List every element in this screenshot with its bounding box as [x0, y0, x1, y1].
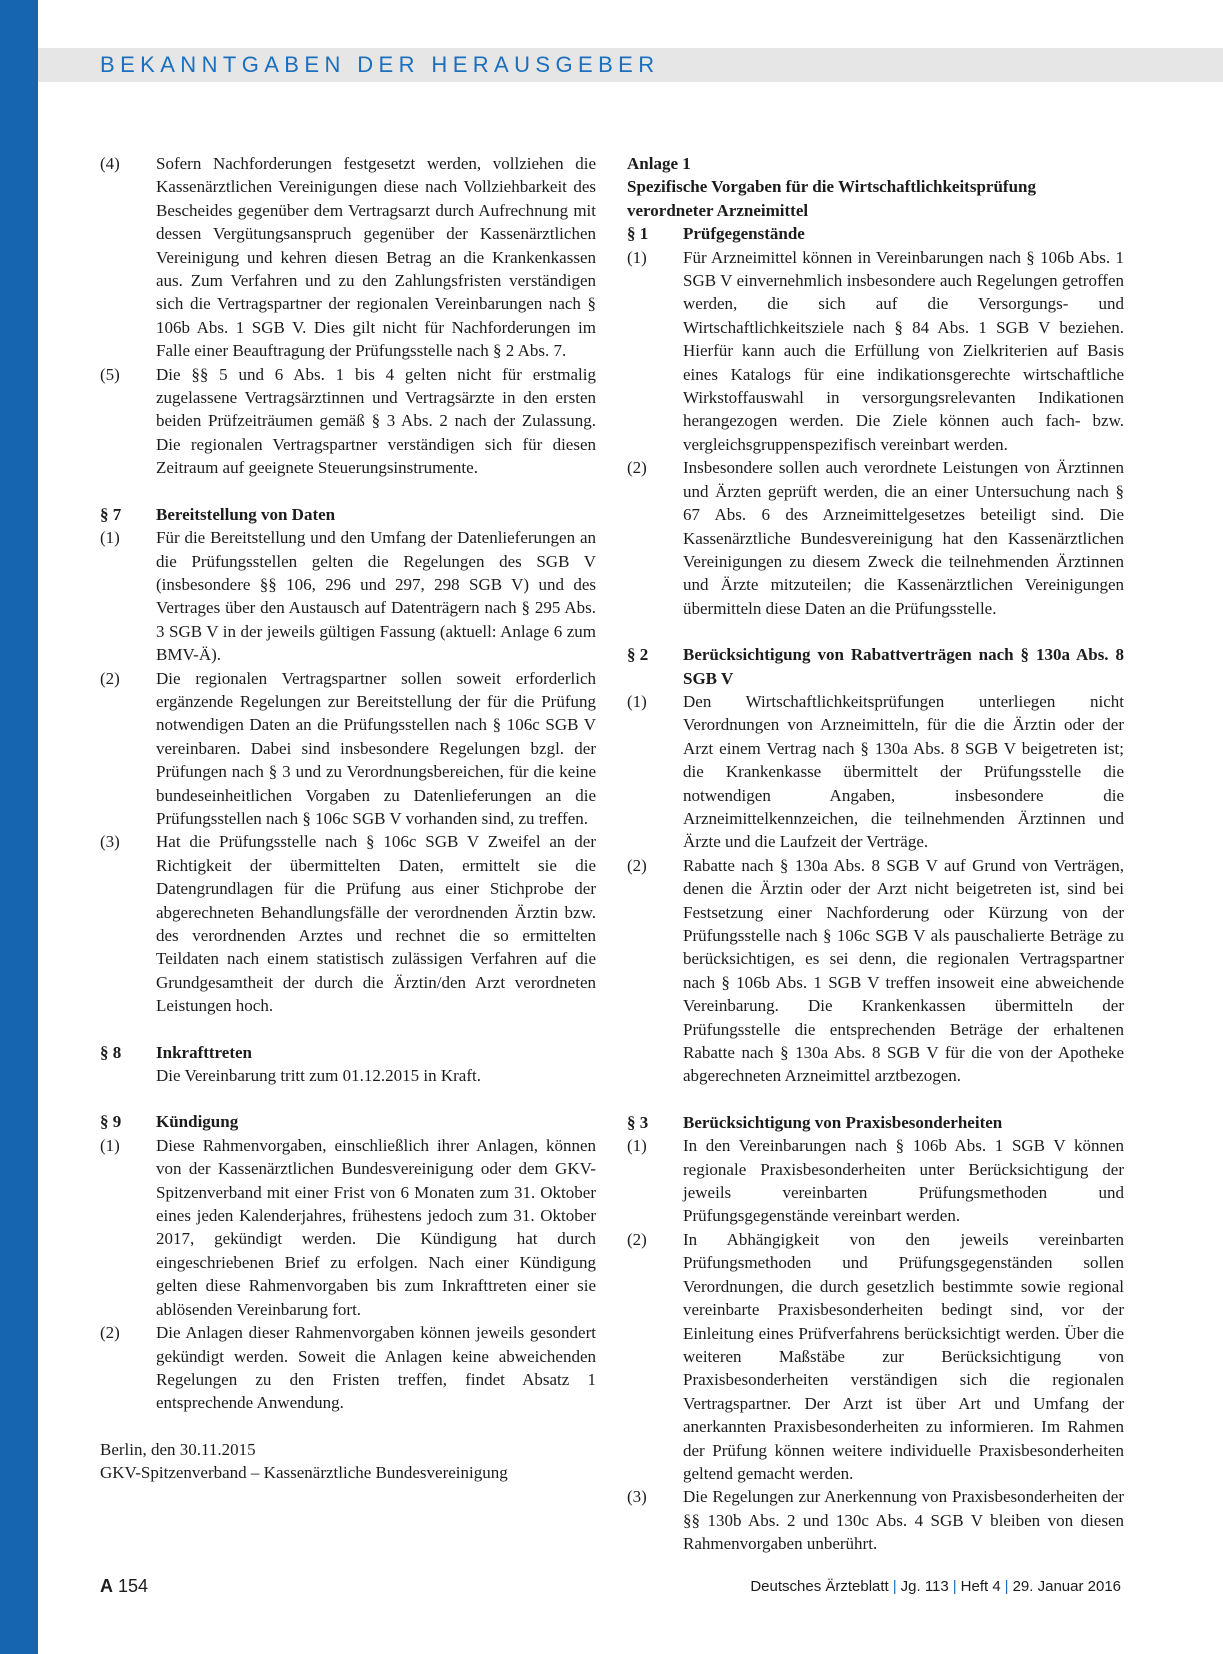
- page-prefix: A: [100, 1576, 113, 1596]
- paragraph-a1-3-1: [627, 1134, 1124, 1228]
- paragraph-text: In den Vereinbarungen nach § 106b Abs. 1 SGB V können regionale Praxisbesonderheiten unter Berücksichtigung der jeweils vereinbarten Prüfungsmethoden und Prüfungsgegenstände vereinbart werden.: [683, 1136, 1124, 1226]
- journal-volume: Jg. 113: [900, 1578, 949, 1595]
- page-number-value: 154: [118, 1576, 149, 1596]
- section-title: Prüfgegenstände: [683, 224, 805, 244]
- paragraph-9-1: [100, 1134, 596, 1321]
- section-2-heading: [627, 643, 1124, 690]
- paragraph-text: Für die Bereitstellung und den Umfang der Datenlieferungen an die Prüfungsstellen gelten die Regelungen des SGB V (insbesondere §§ 106, 296 und 297, 298 SGB V) und des Vertrages über den Austausch auf Datenträgern nach § 295 Abs. 3 SGB V in der jeweils gültigen Fassung (aktuell: Anlage 6 zum BMV-Ä).: [156, 528, 596, 665]
- separator: |: [892, 1578, 897, 1595]
- section-header-title: BEKANNTGABEN DER HERAUSGEBER: [100, 52, 660, 77]
- paragraph-number: (1): [100, 1135, 120, 1155]
- section-title: Berücksichtigung von Rabattverträgen nach § 130a Abs. 8 SGB V: [683, 645, 1124, 688]
- paragraph-8: [100, 1064, 596, 1087]
- appendix-label: Anlage 1: [627, 154, 691, 173]
- paragraph-number: (2): [627, 855, 647, 875]
- paragraph-number: (1): [627, 247, 647, 267]
- section-number: § 7: [100, 504, 122, 524]
- paragraph-text: Hat die Prüfungsstelle nach § 106c SGB V Zweifel an der Richtigkeit der übermittelten Daten, ermittelt sie die Datengrundlagen für die Prüfung aus einer Stichprobe der abgerechneten Behandlungsfälle der verordnenden Ärztin bzw. des verordnenden Arztes und rechnet die so ermittelten Teildaten nach einem statistisch zulässigen Verfahren auf die Grundgesamtheit der durch die Ärztin/den Arzt verordneten Leistungen hoch.: [156, 832, 596, 1016]
- appendix-title: Spezifische Vorgaben für die Wirtschaftlichkeitsprüfung verordneter Arzneimittel: [627, 177, 1036, 220]
- paragraph-7-1: [100, 526, 596, 666]
- paragraph-text: Die Regelungen zur Anerkennung von Praxisbesonderheiten der §§ 130b Abs. 2 und 130c Abs. 4 SGB V bleiben von diesen Rahmenvorgaben unberührt.: [683, 1487, 1124, 1554]
- section-8-heading: [100, 1041, 596, 1064]
- right-column: [627, 152, 1124, 1556]
- section-title: Berücksichtigung von Praxisbesonderheiten: [683, 1112, 1003, 1132]
- paragraph-number: (3): [627, 1487, 647, 1507]
- paragraph-number: (4): [100, 154, 120, 173]
- paragraph-text: In Abhängigkeit von den jeweils vereinbarten Prüfungsmethoden und Prüfungsgegenständen sollen Verordnungen, die durch gesetzlich bestimmte sowie regional vereinbarte Praxisbesonderheiten bedingt sind, vor der Einleitung eines Prüfverfahrens berücksichtigt werden. Über die weiteren Maßstäbe zur Berücksichtigung von Praxisbesonderheiten verständigen sich die regionalen Vertragspartner. Der Arzt ist über Art und Umfang der anerkannten Praxisbesonderheiten zu informieren. Im Rahmen der Prüfung können weitere individuelle Praxisbesonderheiten geltend gemacht werden.: [683, 1229, 1124, 1483]
- journal-date: 29. Januar 2016: [1012, 1578, 1121, 1595]
- section-number: § 3: [627, 1112, 649, 1132]
- paragraph-text: Die Vereinbarung tritt zum 01.12.2015 in Kraft.: [156, 1066, 481, 1086]
- section-number: § 8: [100, 1042, 122, 1062]
- section-title: Inkrafttreten: [156, 1042, 252, 1062]
- paragraph-number: (5): [100, 364, 120, 384]
- paragraph-a1-3-2: [627, 1228, 1124, 1485]
- journal-issue: Heft 4: [960, 1578, 1001, 1595]
- paragraph-number: (2): [100, 668, 120, 688]
- separator: |: [1004, 1578, 1009, 1595]
- left-column: [100, 152, 596, 1485]
- paragraph-a1-3-3: [627, 1485, 1124, 1555]
- journal-name: Deutsches Ärzteblatt: [750, 1578, 889, 1595]
- left-accent-bar: [0, 0, 38, 1654]
- section-number: § 1: [627, 224, 649, 244]
- section-title: Kündigung: [156, 1112, 239, 1132]
- paragraph-7-2: [100, 667, 596, 831]
- paragraph-number: (3): [100, 832, 120, 852]
- paragraph-text: Die Anlagen dieser Rahmenvorgaben können jeweils gesondert gekündigt werden. Soweit die Anlagen keine abweichenden Regelungen zu den Fristen treffen, findet Absatz 1 entsprechende Anwendung.: [156, 1323, 596, 1413]
- paragraph-text: Rabatte nach § 130a Abs. 8 SGB V auf Grund von Verträgen, denen die Ärztin oder der Arzt nicht beigetreten ist, sind bei Festsetzung einer Nachforderung oder Kürzung von der Prüfungsstelle nach § 106c SGB V als pauschalierte Beträge zu berücksichtigen, es sei denn, die regionalen Vertragspartner nach § 106b Abs. 1 SGB V treffen insoweit eine abweichende Vereinbarung. Die Krankenkassen übermitteln der Prüfungsstelle die entsprechenden Beträge der erhaltenen Rabatte nach § 130a Abs. 8 SGB V für die von der Apotheke abgerechneten Arzneimittel arztbezogen.: [683, 855, 1124, 1086]
- paragraph-6-5: [100, 363, 596, 480]
- paragraph-7-3: [100, 830, 596, 1017]
- section-7-heading: [100, 503, 596, 526]
- paragraph-number: (2): [627, 1229, 647, 1249]
- paragraph-text: Für Arzneimittel können in Vereinbarungen nach § 106b Abs. 1 SGB V einvernehmlich insbesondere auch Regelungen getroffen werden, die sich auf die Versorgungs- und Wirtschaftlichkeitsziele nach § 84 Abs. 1 SGB V beziehen. Hierfür kann auch die Erfüllung von Zielkriterien auf Basis eines Katalogs für eine indikationsgerechte wirtschaftliche Wirkstoffauswahl in versorgungsrelevanten Indikationen herangezogen werden. Die Ziele können auch fach- bzw. vergleichsgruppenspezifisch vereinbart werden.: [683, 247, 1124, 454]
- section-9-heading: [100, 1110, 596, 1133]
- paragraph-6-4: [100, 152, 596, 363]
- journal-info: [750, 1576, 1121, 1598]
- separator: |: [952, 1578, 957, 1595]
- paragraph-text: Insbesondere sollen auch verordnete Leistungen von Ärztinnen und Ärzten geprüft werden, die an einer Untersuchung nach § 67 Abs. 6 des Arzneimittelgesetzes beteiligt sind. Die Kassenärztliche Bundesvereinigung hat den Kassenärztlichen Vereinigungen zu diesem Zweck die teilnehmenden Ärztinnen und Ärzte mitzuteilen; die Kassenärztlichen Vereinigungen übermitteln diese Daten an die Prüfungsstelle.: [683, 458, 1124, 618]
- section-title: Bereitstellung von Daten: [156, 504, 336, 524]
- signature-parties: GKV-Spitzenverband – Kassenärztliche Bundesvereinigung: [100, 1463, 508, 1483]
- paragraph-text: Diese Rahmenvorgaben, einschließlich ihrer Anlagen, können von der Kassenärztlichen Bundesvereinigung oder dem GKV-Spitzenverband mit einer Frist von 6 Monaten zum 31. Oktober eines jeden Kalenderjahres, frühestens jedoch zum 31. Oktober 2017, gekündigt werden. Die Kündigung hat durch eingeschriebenen Brief zu erfolgen. Nach einer Kündigung gelten diese Rahmenvorgaben bis zum Inkrafttreten einer sie ablösenden Vereinbarung fort.: [156, 1135, 596, 1319]
- paragraph-number: (1): [100, 528, 120, 548]
- paragraph-text: Die regionalen Vertragspartner sollen soweit erforderlich ergänzende Regelungen zur Bereitstellung der für die Prüfung notwendigen Daten an die Prüfungsstellen nach § 106c SGB V vereinbaren. Dabei sind insbesondere Regelungen bzgl. der Prüfungen nach § 3 und zu Verordnungsbereichen, für die keine bundeseinheitlichen Vorgaben zu Datenlieferungen an die Prüfungsstellen nach § 106c SGB V vorhanden sind, zu treffen.: [156, 668, 596, 828]
- section-number: § 2: [627, 645, 649, 665]
- paragraph-9-2: [100, 1321, 596, 1415]
- section-number: § 9: [100, 1112, 122, 1132]
- page-number: [100, 1574, 148, 1598]
- paragraph-number: (2): [627, 458, 647, 478]
- paragraph-number: (2): [100, 1323, 120, 1343]
- paragraph-text: Den Wirtschaftlichkeitsprüfungen unterliegen nicht Verordnungen von Arzneimitteln, für die die Ärztin oder der Arzt einem Vertrag nach § 130a Abs. 8 SGB V beigetreten ist; die Krankenkasse übermittelt der Prüfungsstelle die notwendigen Angaben, insbesondere die Arzneimittelkennzeichen, die teilnehmenden Ärztinnen und Ärzte und die Laufzeit der Verträge.: [683, 691, 1124, 852]
- paragraph-a1-2-1: [627, 690, 1124, 854]
- signature-place-date: Berlin, den 30.11.2015: [100, 1439, 256, 1459]
- paragraph-text: Die §§ 5 und 6 Abs. 1 bis 4 gelten nicht für erstmalig zugelassene Vertragsärztinnen und Vertragsärzte in den ersten beiden Prüfzeiträumen gemäß § 3 Abs. 2 nach der Zulassung. Die regionalen Vertragspartner verständigen sich für diesen Zeitraum auf geeignete Steuerungsinstrumente.: [156, 364, 596, 478]
- paragraph-a1-1-2: [627, 456, 1124, 620]
- paragraph-a1-1-1: [627, 246, 1124, 457]
- paragraph-number: (1): [627, 691, 647, 711]
- paragraph-a1-2-2: [627, 854, 1124, 1088]
- paragraph-number: (1): [627, 1136, 647, 1156]
- paragraph-text: Sofern Nachforderungen festgesetzt werden, vollziehen die Kassenärztlichen Vereinigungen diese nach Vollziehbarkeit des Bescheides gegenüber dem Vertragsarzt durch Aufrechnung mit dessen Vergütungsanspruch gegenüber der Kassenärztlichen Vereinigung und kehren diesen Betrag an die Krankenkassen aus. Zum Verfahren und zu den Zahlungsfristen verständigen sich die Vertragspartner der regionalen Vereinbarungen nach § 106b Abs. 1 SGB V. Dies gilt nicht für Nachforderungen im Falle einer Beauftragung der Prüfungsstelle nach § 2 Abs. 7.: [156, 154, 596, 361]
- section-3-heading: [627, 1111, 1124, 1134]
- section-1-heading: [627, 222, 1124, 245]
